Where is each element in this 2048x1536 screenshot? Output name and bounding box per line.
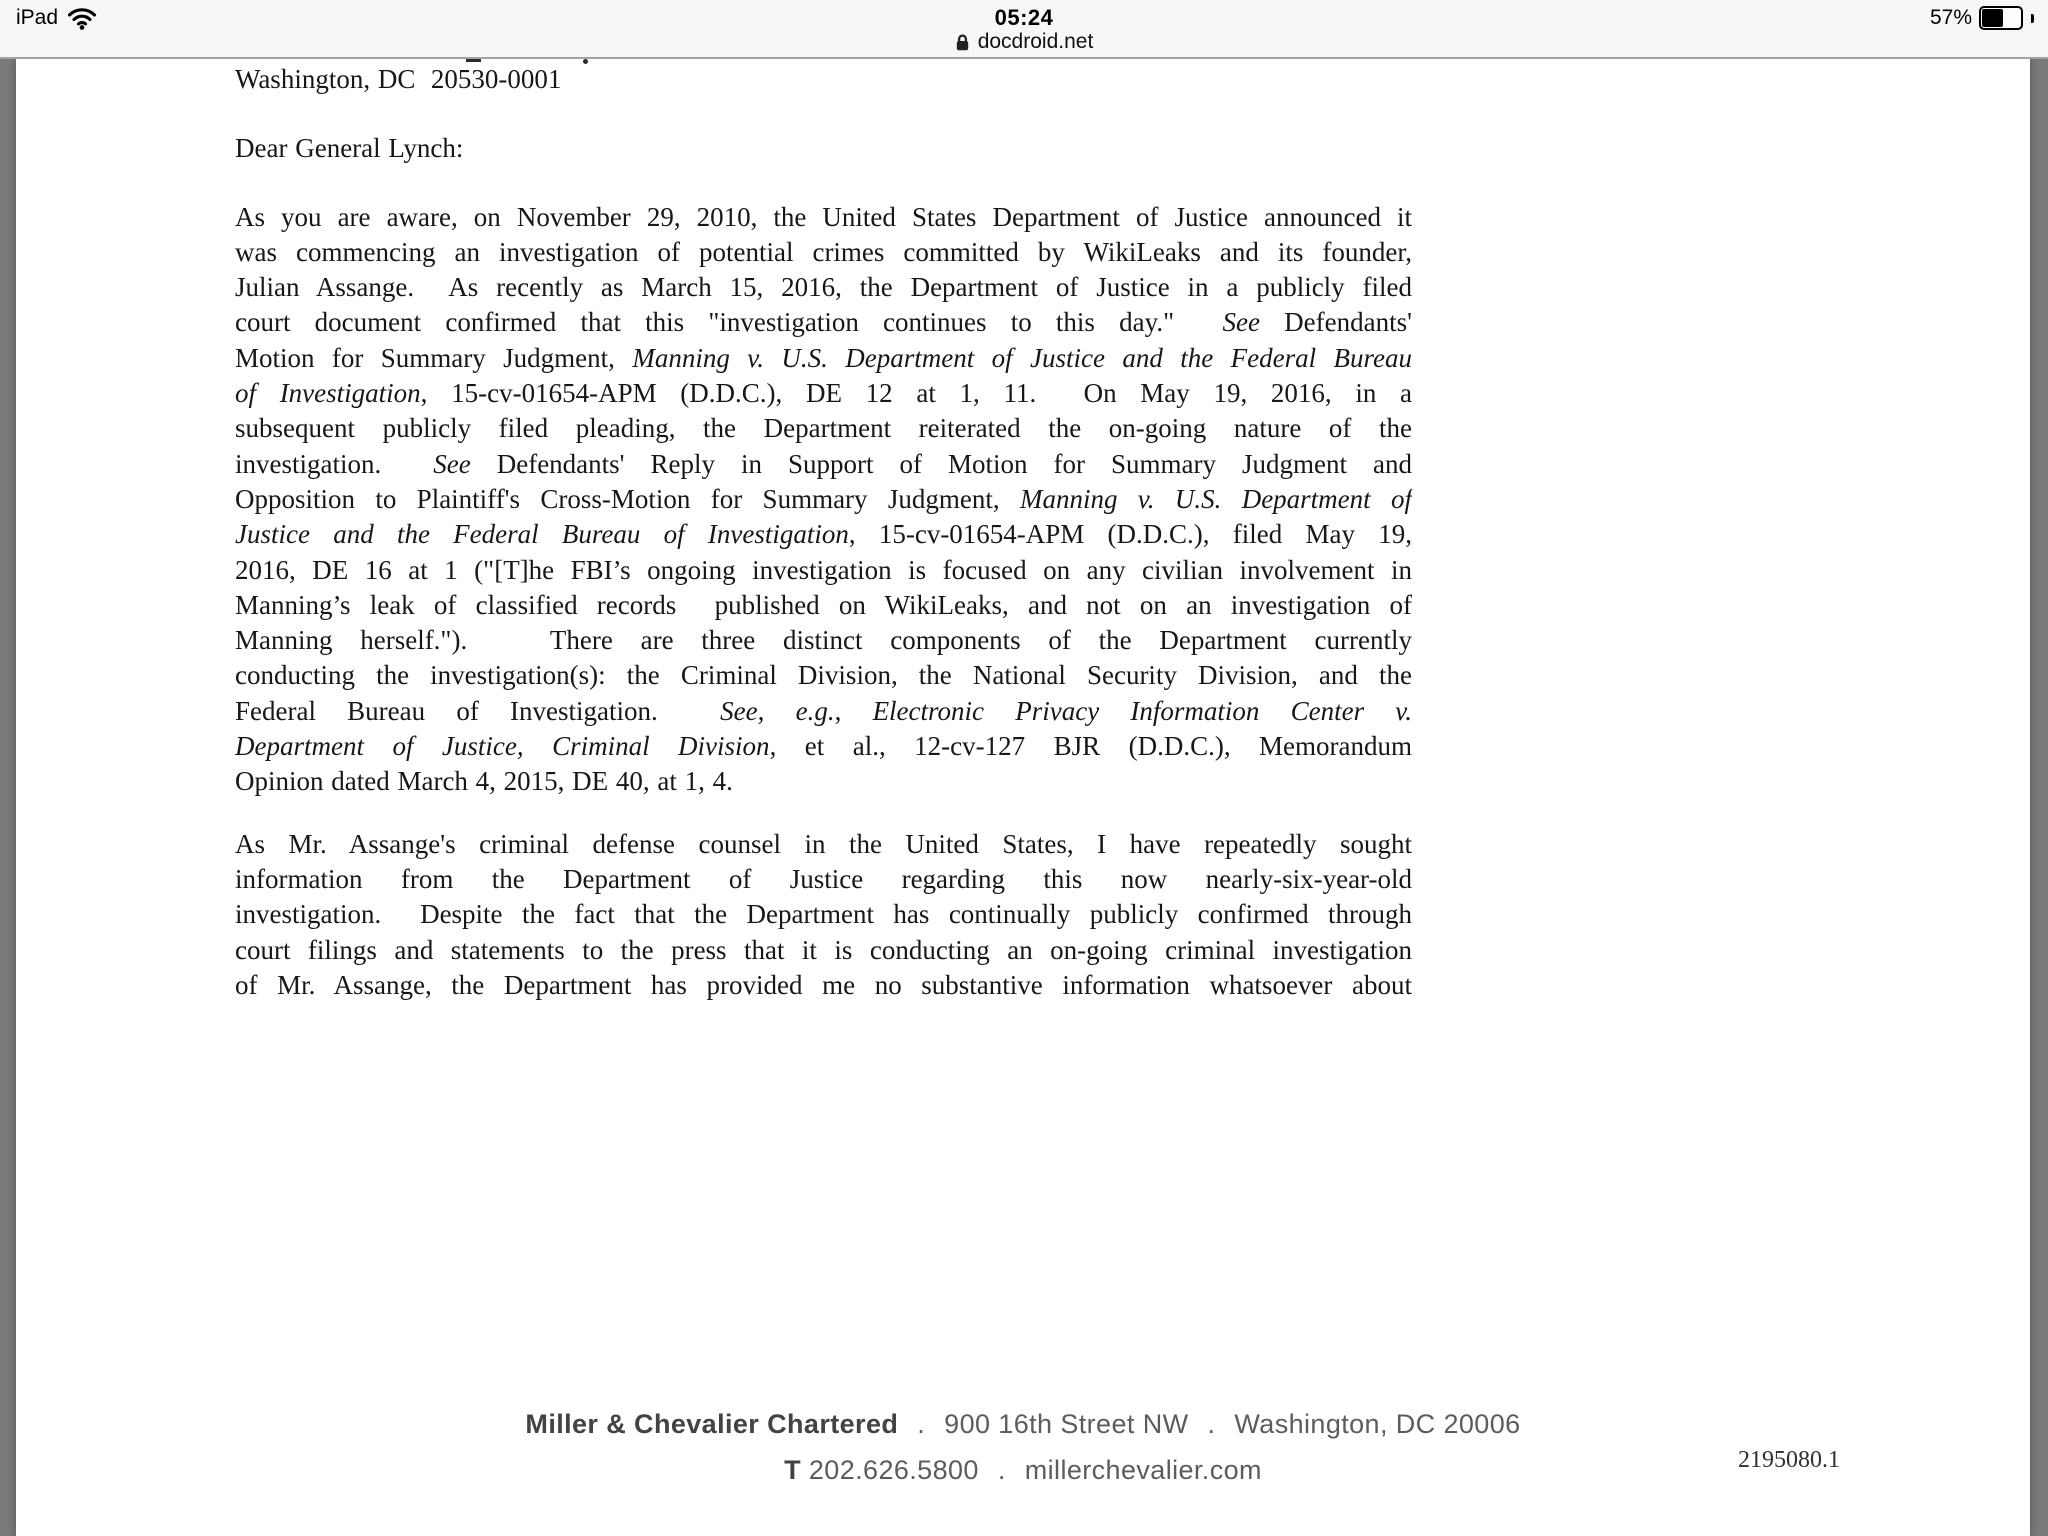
letter-line: was commencing an investigation of potential crimes committed by WikiLeaks and its founder, <box>235 236 1412 267</box>
letter-line: Department of Justice, Criminal Division, et al., 12-cv-127 BJR (D.D.C.), Memorandum <box>235 731 1412 762</box>
docket-number: 2195080.1 <box>1738 1447 1840 1473</box>
url-host: docdroid.net <box>977 30 1094 53</box>
letter-line: As you are aware, on November 29, 2010, the United States Department of Justice announced it <box>235 201 1412 232</box>
letter-line: information from the Department of Justice regarding this now nearly-six-year-old <box>235 863 1412 894</box>
firm-phone: 202.626.5800 <box>808 1455 979 1485</box>
salutation: Dear General Lynch: <box>235 133 464 164</box>
battery-percentage: 57% <box>1929 6 1972 29</box>
letter-line: Manning herself."). There are three distinct components of the Department currently <box>235 625 1412 656</box>
letter-line: court filings and statements to the press that it is conducting an on-going criminal investigation <box>235 934 1412 965</box>
footer-separator: . <box>917 1409 926 1439</box>
letterhead-footer <box>16 1409 2030 1486</box>
footer-separator: . <box>1207 1409 1216 1439</box>
letter-line: conducting the investigation(s): the Criminal Division, the National Security Division, and the <box>235 660 1412 691</box>
letter-line: subsequent publicly filed pleading, the Department reiterated the on-going nature of the <box>235 413 1412 444</box>
firm-name: Miller & Chevalier Chartered <box>525 1409 899 1439</box>
letter-line: Motion for Summary Judgment, Manning v. U.S. Department of Justice and the Federal Bureau <box>235 342 1412 373</box>
firm-website: millerchevalier.com <box>1024 1455 1262 1485</box>
firm-street: 900 16th Street NW <box>944 1409 1189 1439</box>
letter-line: of Mr. Assange, the Department has provided me no substantive information whatsoever about <box>235 969 1412 1000</box>
letter-body <box>235 62 1412 1003</box>
footer-contact-row <box>16 1455 2030 1486</box>
letter-line: Federal Bureau of Investigation. See, e.g., Electronic Privacy Information Center v. <box>235 695 1412 726</box>
document-page[interactable] <box>16 57 2030 1536</box>
clock: 05:24 <box>994 5 1054 30</box>
letter-paragraph <box>235 827 1412 1003</box>
recipient-address-line: Washington, DC 20530-0001 <box>235 64 562 94</box>
letter-line: Justice and the Federal Bureau of Investigation, 15-cv-01654-APM (D.D.C.), filed May 19, <box>235 519 1412 550</box>
battery-icon <box>1979 6 2023 30</box>
letter-line: of Investigation, 15-cv-01654-APM (D.D.C.), DE 12 at 1, 11. On May 19, 2016, in a <box>235 378 1412 409</box>
carrier-label: iPad <box>16 6 59 29</box>
lock-icon <box>955 33 970 52</box>
firm-city: Washington, DC 20006 <box>1234 1409 1521 1439</box>
letter-line: investigation. See Defendants' Reply in Support of Motion for Summary Judgment and <box>235 448 1412 479</box>
letter-line: Manning’s leak of classified records published on WikiLeaks, and not on an investigation of <box>235 589 1412 620</box>
battery-tip <box>2031 14 2034 23</box>
letter-paragraph <box>235 200 1412 800</box>
footer-separator: . <box>997 1455 1006 1485</box>
letter-line: Opposition to Plaintiff's Cross-Motion for Summary Judgment, Manning v. U.S. Department of <box>235 483 1412 514</box>
status-bar <box>0 0 2048 59</box>
url-bar[interactable] <box>0 30 2048 54</box>
battery-group <box>1930 6 2034 30</box>
phone-label: T <box>784 1455 801 1485</box>
footer-address-row <box>16 1409 2030 1440</box>
letter-line: investigation. Despite the fact that the Department has continually publicly confirmed through <box>235 899 1412 930</box>
letter-line: Julian Assange. As recently as March 15, 2016, the Department of Justice in a publicly filed <box>235 272 1412 303</box>
letter-line: As Mr. Assange's criminal defense counsel in the United States, I have repeatedly sought <box>235 828 1412 859</box>
letter-line: court document confirmed that this "investigation continues to this day." See Defendants' <box>235 307 1412 338</box>
letter-line: Opinion dated March 4, 2015, DE 40, at 1, 4. <box>235 766 733 797</box>
battery-fill <box>1982 9 2003 27</box>
letter-line: 2016, DE 16 at 1 ("[T]he FBI’s ongoing investigation is focused on any civilian involvement in <box>235 554 1412 585</box>
